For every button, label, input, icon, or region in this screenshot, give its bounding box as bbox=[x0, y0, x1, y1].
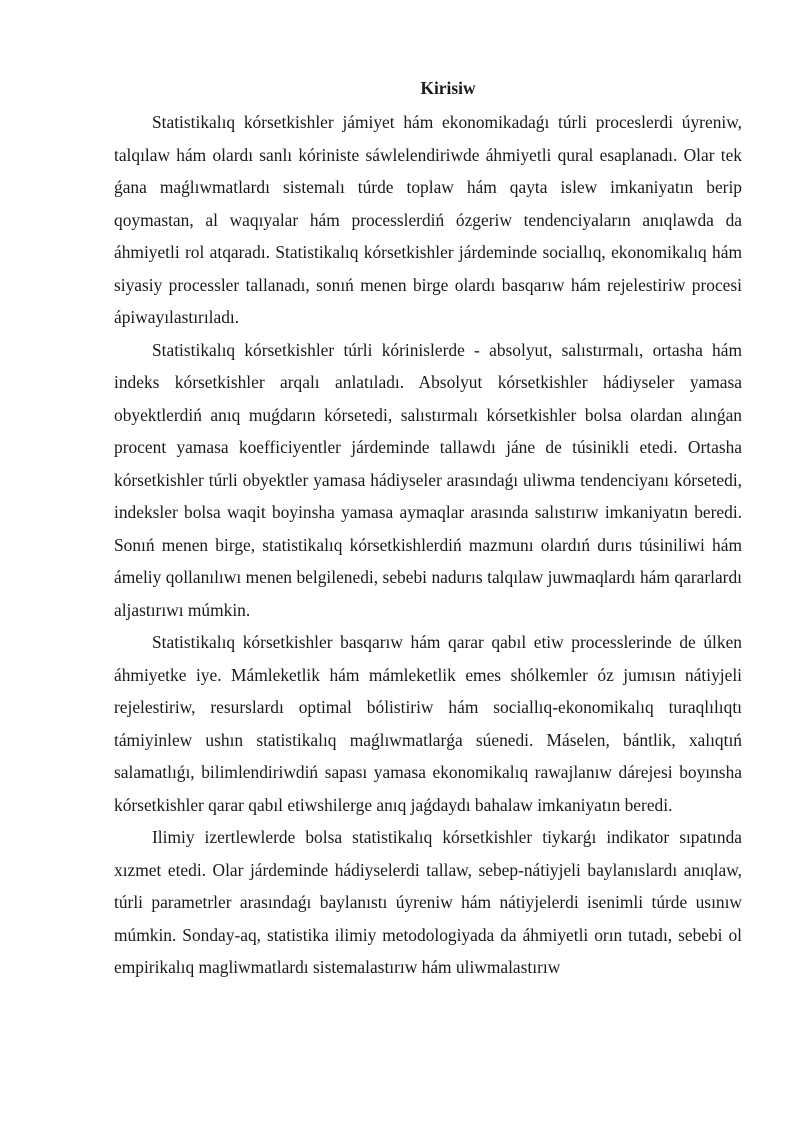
page-title: Kirisiw bbox=[420, 78, 476, 98]
paragraph-3: Statistikalıq kórsetkishler basqarıw hám qarar qabıl etiw processlerinde de úlken áhmiyetke iye. Mámleketlik hám mámleketlik emes shólkemler óz jumısın nátiyjeli rejelestiriw, resurslardı optimal bólistiriw hám sociallıq-ekonomikalıq turaqlılıqtı támiyinlew ushın statistikalıq maǵlıwmatlarǵa súenedi. Máselen, bántlik, xalıqtıń salamatlıǵı, bilimlendiriwdiń sapası yamasa ekonomikalıq rawajlanıw dárejesi boyınsha kórsetkishler qarar qabıl etiwshilerge anıq jaǵdaydı bahalaw imkaniyatın beredi. bbox=[114, 632, 742, 815]
paragraph-1: Statistikalıq kórsetkishler jámiyet hám ekonomikadaǵı túrli proceslerdi úyreniw, talqılaw hám olardı sanlı kóriniste sáwlelendiriwde áhmiyetli qural esaplanadı. Olar tek ǵana maǵlıwmatlardı sistemalı túrde toplaw hám qayta islew imkaniyatın berip qoymastan, al waqıyalar hám processlerdiń ózgeriw tendenciyaların anıqlawda da áhmiyetli rol atqaradı. Statistikalıq kórsetkishler járdeminde sociallıq, ekonomikalıq hám siyasiy processler tallanadı, sonıń menen birge olardı basqarıw hám rejelestiriw procesi ápiwayılastırıladı. bbox=[114, 112, 742, 327]
document-body bbox=[114, 74, 742, 984]
paragraph-4: Ilimiy izertlewlerde bolsa statistikalıq kórsetkishler tiykarǵı indikator sıpatında xızmet etedi. Olar járdeminde hádiyselerdi tallaw, sebep-nátiyjeli baylanıslardı anıqlaw, túrli parametrler arasındaǵı baylanıstı úyreniw hám nátiyjelerdi isenimli túrde usınıw múmkin. Sonday-aq, statistika ilimiy metodologiyada da áhmiyetli orın tutadı, sebebi ol empirikalıq magliwmatlardı sistemalastırıw hám uliwmalastırıw bbox=[114, 827, 742, 977]
paragraph-2: Statistikalıq kórsetkishler túrli kórinislerde - absolyut, salıstırmalı, ortasha hám indeks kórsetkishler arqalı anlatıladı. Absolyut kórsetkishler hádiyseler yamasa obyektlerdiń anıq muǵdarın kórsetedi, salıstırmalı kórsetkishler bolsa olardan alınǵan procent yamasa koefficiyentler járdeminde tallawdı jáne de túsinikli etedi. Ortasha kórsetkishler túrli obyektler yamasa hádiyseler arasındaǵı uliwma tendenciyanı kórsetedi, indeksler bolsa waqit boyinsha yamasa aymaqlar arasında salıstırıw imkaniyatın beredi. Sonıń menen birge, statistikalıq kórsetkishlerdiń mazmunı olardıń durıs túsiniliwi hám ámeliy qollanılıwı menen belgilenedi, sebebi nadurıs talqılaw juwmaqlardı hám qararlardı aljastırıwı múmkin. bbox=[114, 339, 742, 620]
